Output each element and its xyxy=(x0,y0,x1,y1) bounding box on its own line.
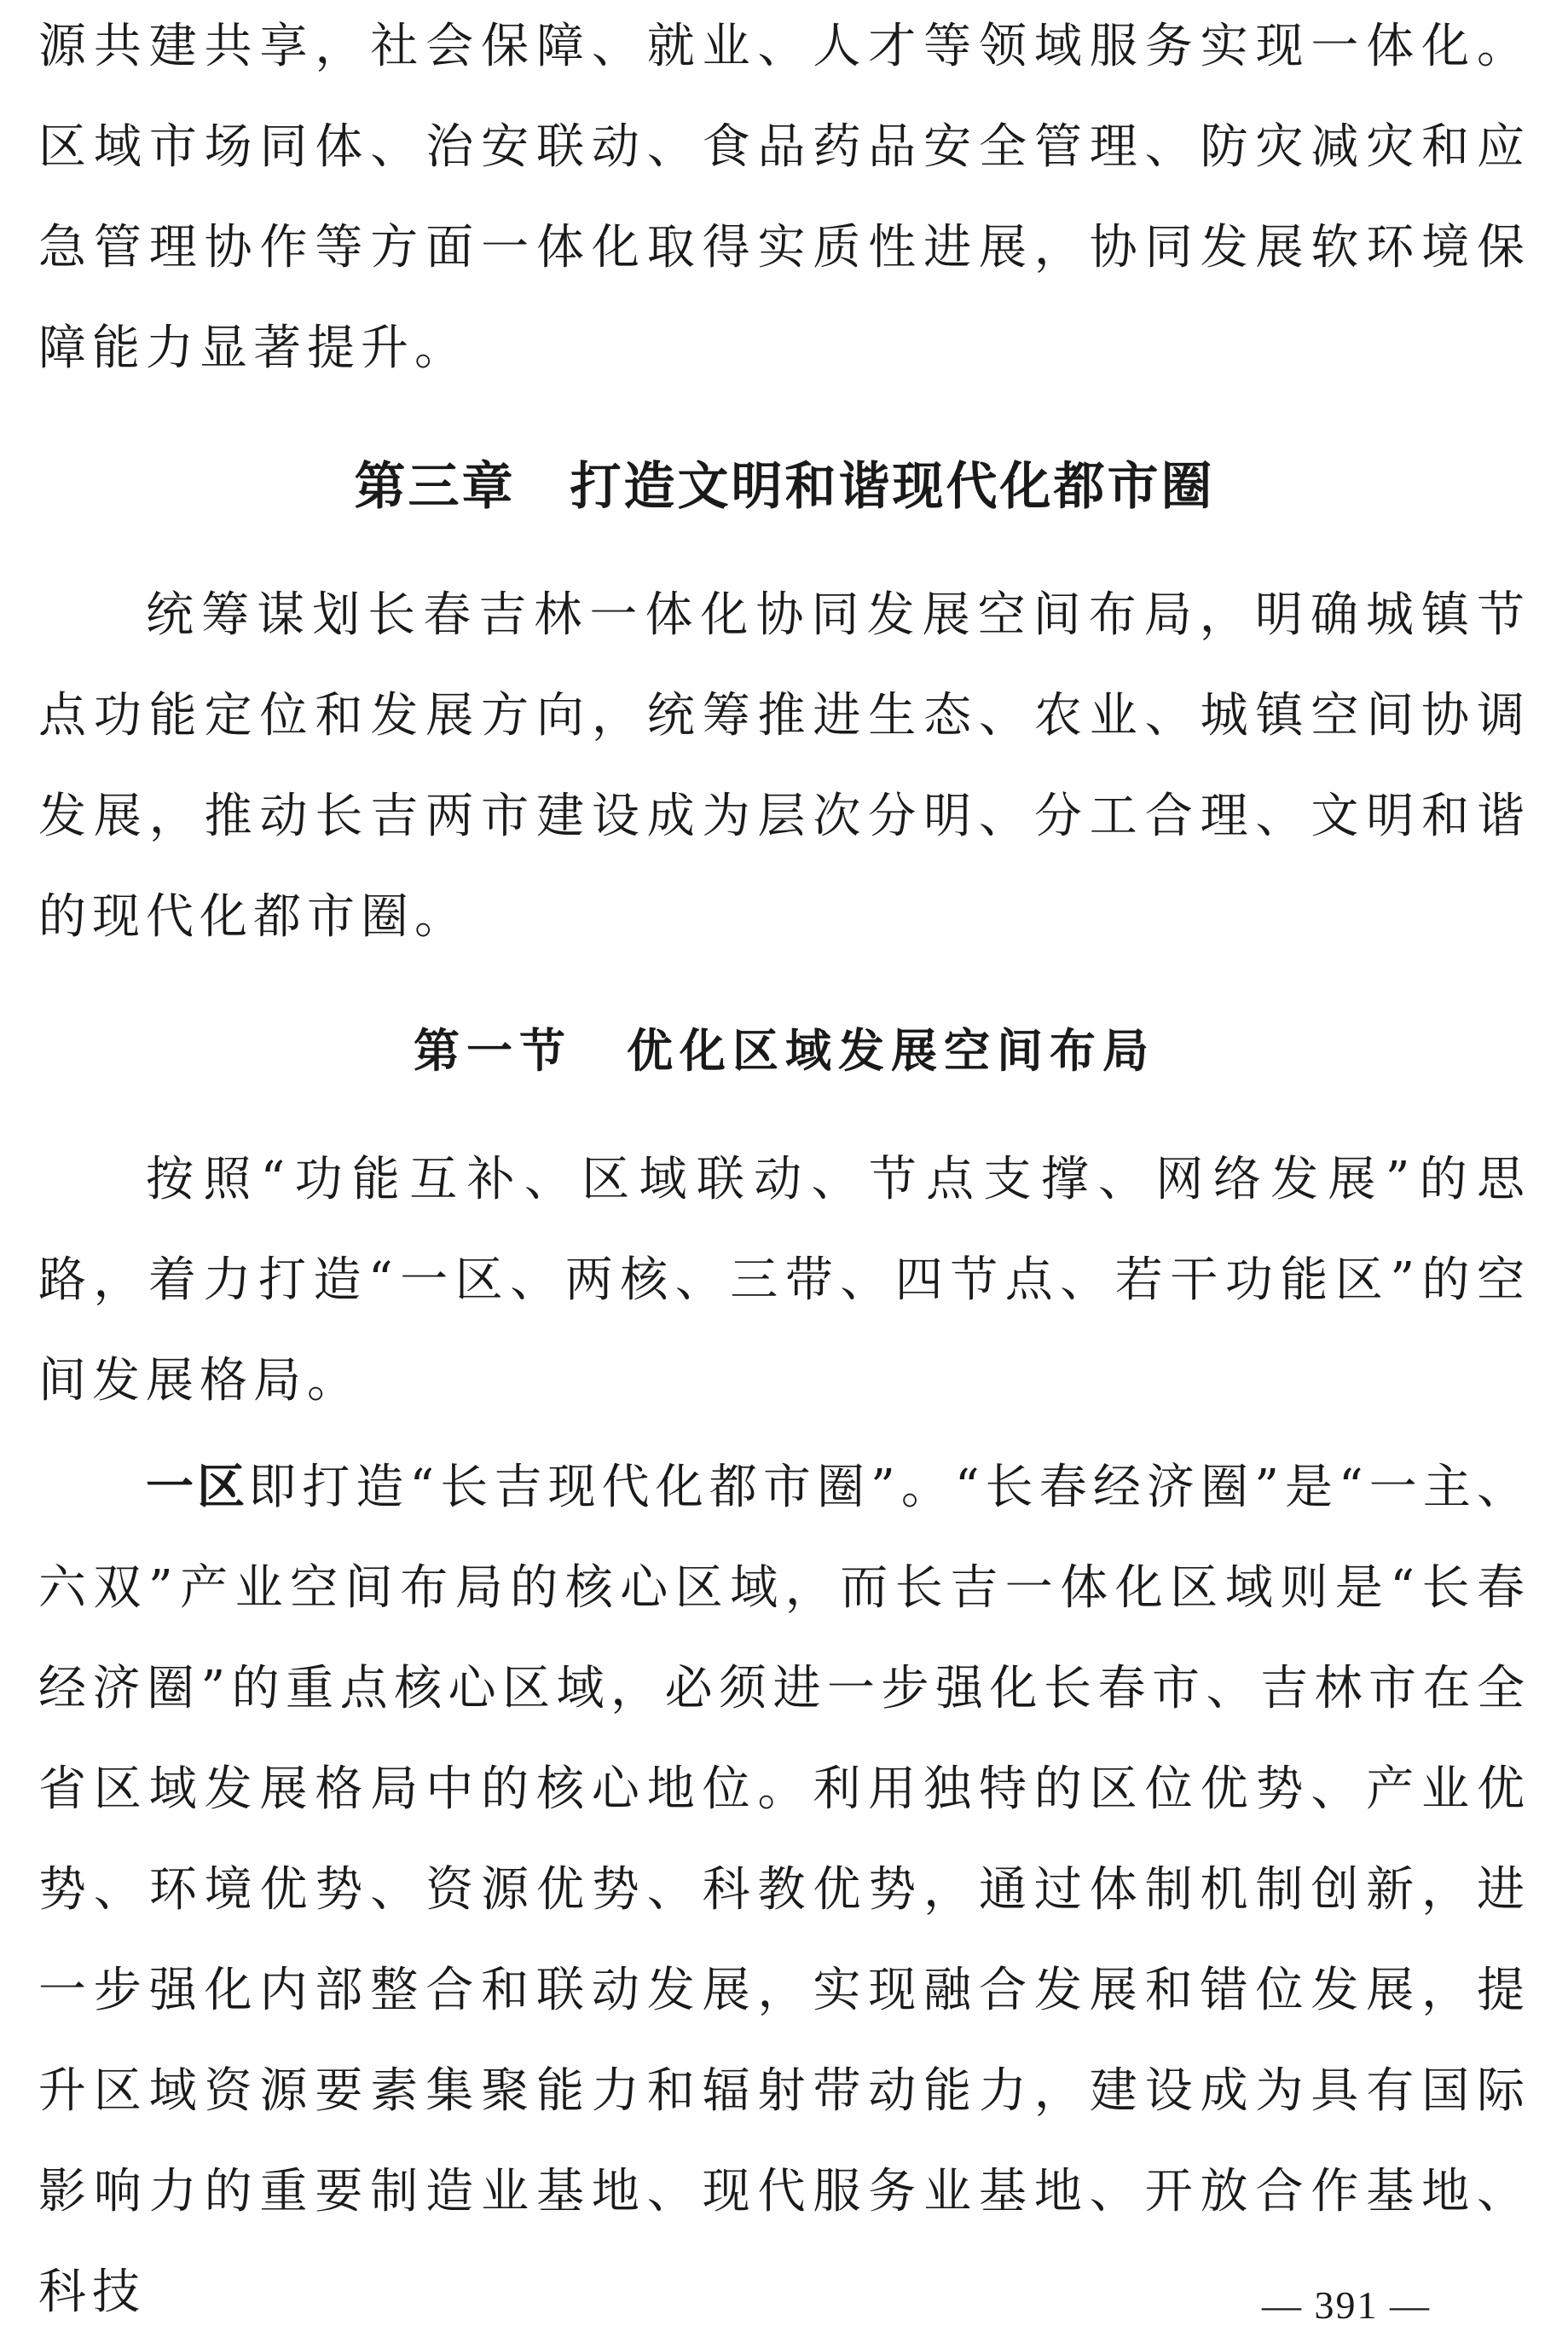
chapter-heading xyxy=(38,437,1530,537)
paragraph-yiqu xyxy=(38,1438,1530,2343)
chapter-number: 第三章 xyxy=(354,457,516,517)
paragraph-block-3 xyxy=(38,1130,1530,1432)
section-title: 优化区域发展空间布局 xyxy=(627,1024,1155,1078)
paragraph-intro-continuation: 源共建共享，社会保障、就业、人才等领域服务实现一体化。区域市场同体、治安联动、食品药品安全管理、防灾减灾和应急管理协作等方面一体化取得实质性进展，协同发展软环境保障能力显著提升。 xyxy=(38,19,1530,376)
paragraph-block-4 xyxy=(38,1438,1530,2343)
paragraph-lead-term: 一区 xyxy=(146,1460,249,1515)
paragraph-yiqu-body: 即打造“长吉现代化都市圈”。“长春经济圈”是“一主、六双”产业空间布局的核心区域，而长吉一体化区域则是“长春经济圈”的重点核心区域，必须进一步强化长春市、吉林市在全省区域发展格局中的核心地位。利用独特的区位优势、产业优势、环境优势、资源优势、科教优势，通过体制机制创新，进一步强化内部整合和联动发展，实现融合发展和错位发展，提升区域资源要素集聚能力和辐射带动能力，建设成为具有国际影响力的重要制造业基地、现代服务业基地、开放合作基地、科技 xyxy=(38,1460,1530,2320)
page-number: — 391 — xyxy=(1262,2283,1431,2327)
paragraph-section-intro: 按照“功能互补、区域联动、节点支撑、网络发展”的思路，着力打造“一区、两核、三带、四节点、若干功能区”的空间发展格局。 xyxy=(38,1152,1530,1409)
paragraph-block-2 xyxy=(38,565,1530,968)
chapter-title: 打造文明和谐现代化都市圈 xyxy=(570,457,1215,517)
paragraph-chapter-intro: 统筹谋划长春吉林一体化协同发展空间布局，明确城镇节点功能定位和发展方向，统筹推进生态、农业、城镇空间协调发展，推动长吉两市建设成为层次分明、分工合理、文明和谐的现代化都市圈。 xyxy=(38,587,1530,945)
section-heading xyxy=(38,1001,1530,1102)
paragraph-block-1 xyxy=(38,0,1530,399)
section-number: 第一节 xyxy=(414,1024,572,1078)
